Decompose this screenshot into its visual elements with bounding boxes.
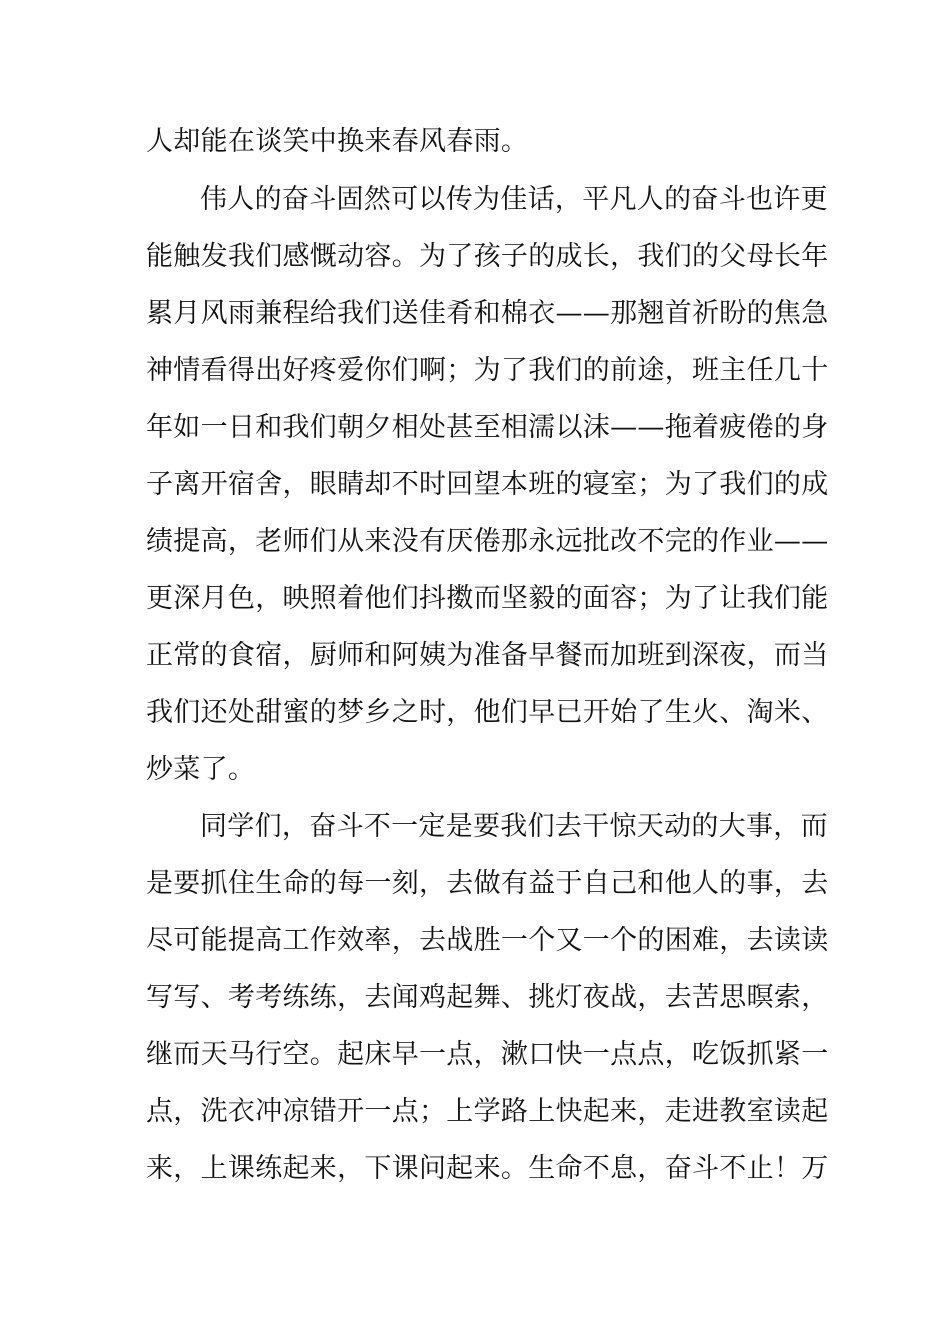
text-line: 正常的食宿，厨师和阿姨为准备早餐而加班到深夜，而当: [146, 640, 829, 671]
text-line: 能触发我们感慨动容。为了孩子的成长，我们的父母长年: [146, 241, 829, 272]
text-line: 是要抓住生命的每一刻，去做有益于自己和他人的事，去: [146, 868, 829, 899]
text-line: 神情看得出好疼爱你们啊；为了我们的前途，班主任几十: [146, 355, 829, 386]
text-line: 来，上课练起来，下课问起来。生命不息，奋斗不止！万: [146, 1153, 829, 1184]
text-line: 子离开宿舍，眼睛却不时回望本班的寝室；为了我们的成: [146, 469, 829, 500]
text-line: 继而天马行空。起床早一点，漱口快一点点，吃饭抓紧一: [146, 1039, 829, 1070]
text-line: 我们还处甜蜜的梦乡之时，他们早已开始了生火、淘米、: [146, 697, 829, 728]
text-line: 炒菜了。: [146, 754, 256, 785]
text-line: 写写、考考练练，去闻鸡起舞、挑灯夜战，去苦思暝索，: [146, 982, 829, 1013]
text-line: 年如一日和我们朝夕相处甚至相濡以沫——拖着疲倦的身: [146, 412, 829, 443]
text-line: 点，洗衣冲凉错开一点；上学路上快起来，走进教室读起: [146, 1096, 829, 1127]
text-line: 绩提高，老师们从来没有厌倦那永远批改不完的作业——: [146, 526, 829, 557]
text-line: 人却能在谈笑中换来春风春雨。: [146, 126, 529, 157]
paragraph-start-line: 伟人的奋斗固然可以传为佳话，平凡人的奋斗也许更: [200, 184, 828, 215]
text-line: 更深月色，映照着他们抖擞而坚毅的面容；为了让我们能: [146, 583, 829, 614]
text-line: 尽可能提高工作效率，去战胜一个又一个的困难，去读读: [146, 925, 829, 956]
text-line: 累月风雨兼程给我们送佳肴和棉衣——那翘首祈盼的焦急: [146, 298, 829, 329]
paragraph-start-line: 同学们，奋斗不一定是要我们去干惊天动的大事，而: [200, 811, 828, 842]
